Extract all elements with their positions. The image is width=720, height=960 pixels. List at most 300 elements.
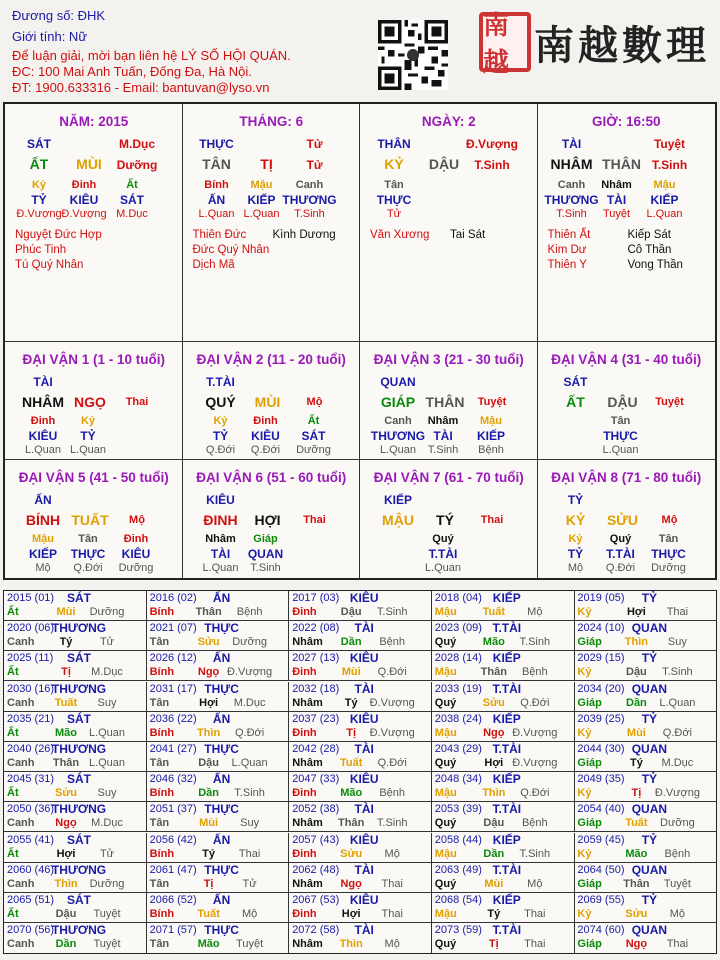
year-stage: Tuyệt bbox=[663, 877, 691, 890]
year-stem: Giáp bbox=[577, 877, 602, 890]
year-branch: Sửu bbox=[54, 787, 78, 800]
hidden-stem: Tân bbox=[610, 415, 631, 427]
branch-stage: T.Sinh bbox=[651, 158, 688, 172]
hidden-stage: Tử bbox=[386, 208, 402, 220]
year-label: 2031 (17) bbox=[149, 682, 197, 695]
stem-god: ẤN bbox=[34, 493, 52, 507]
year-branch: Dần bbox=[340, 636, 362, 649]
star-good: Thiên Đức bbox=[192, 229, 247, 241]
year-label: 2067 (53) bbox=[292, 894, 340, 906]
year-stem: Ất bbox=[7, 666, 19, 679]
year-branch: Tý bbox=[629, 757, 643, 769]
dai-van-5 bbox=[5, 460, 183, 578]
year-label: 2019 (05) bbox=[577, 592, 625, 604]
year-stem: Bính bbox=[149, 847, 175, 860]
year-label: 2035 (21) bbox=[7, 712, 55, 725]
hidden-stage: M.Dục bbox=[116, 208, 148, 220]
year-label: 2051 (37) bbox=[149, 803, 197, 816]
year-branch: Tuất bbox=[339, 757, 363, 769]
hidden-stage: Đ.Vượng bbox=[61, 208, 107, 220]
header bbox=[0, 0, 720, 100]
hidden-stem: Kỷ bbox=[31, 179, 47, 191]
hidden-god: TÀI bbox=[210, 547, 231, 561]
year-god: KIÊU bbox=[349, 772, 379, 787]
year-cell bbox=[574, 591, 717, 621]
year-cell bbox=[4, 802, 147, 832]
year-cell bbox=[574, 742, 717, 772]
year-branch: Hợi bbox=[341, 908, 361, 920]
year-cell bbox=[4, 712, 147, 742]
year-label: 2039 (25) bbox=[577, 712, 625, 725]
year-stage: T.Sinh bbox=[234, 787, 265, 800]
year-god: THỰC bbox=[204, 681, 239, 696]
year-branch: Thân bbox=[195, 606, 222, 618]
year-god: QUAN bbox=[631, 862, 668, 877]
dai-van-7 bbox=[360, 460, 538, 578]
year-stem: Đinh bbox=[292, 666, 317, 679]
hidden-stem: Tân bbox=[658, 533, 679, 545]
year-stem: Đinh bbox=[292, 726, 317, 739]
year-label: 2059 (45) bbox=[577, 833, 625, 846]
year-label: 2046 (32) bbox=[149, 773, 197, 786]
hidden-god: SÁT bbox=[301, 429, 326, 443]
year-branch: Dậu bbox=[626, 666, 647, 679]
year-stem: Kỷ bbox=[577, 606, 592, 618]
hidden-stem: Canh bbox=[295, 179, 324, 191]
year-stem: Quý bbox=[434, 696, 457, 709]
hidden-god: TÀI bbox=[606, 193, 627, 207]
year-label: 2026 (12) bbox=[149, 652, 197, 665]
hidden-god: THƯƠNG bbox=[370, 429, 426, 443]
stem-god: T.TÀI bbox=[206, 375, 235, 389]
year-label: 2072 (58) bbox=[292, 924, 340, 937]
year-branch: Tuất bbox=[197, 908, 220, 920]
star-bad: Kình Dương bbox=[272, 229, 336, 241]
year-god: TỶ bbox=[641, 772, 658, 787]
hidden-stage: T.Sinh bbox=[294, 208, 325, 220]
stem-stage: M.Dục bbox=[119, 137, 155, 151]
year-cell bbox=[289, 682, 432, 712]
branch-stage: Thai bbox=[125, 396, 149, 408]
year-branch: Hợi bbox=[199, 696, 219, 709]
year-cell bbox=[574, 682, 717, 712]
dai-van-title: ĐẠI VẬN 4 (31 - 40 tuổi) bbox=[551, 352, 702, 367]
year-stage: Thai bbox=[524, 908, 546, 920]
year-stage: Bệnh bbox=[379, 636, 406, 649]
hidden-god: KIẾP bbox=[476, 429, 506, 443]
dai-van-title: ĐẠI VẬN 8 (71 - 80 tuổi) bbox=[551, 470, 702, 485]
year-stage: Tuyệt bbox=[93, 938, 121, 951]
branch-stage: Dưỡng bbox=[116, 158, 158, 172]
year-label: 2020 (06) bbox=[7, 622, 55, 635]
year-stage: Thai bbox=[666, 606, 689, 618]
star-good: Tú Quý Nhân bbox=[15, 259, 84, 271]
hidden-stem: Đinh bbox=[253, 415, 278, 427]
branch-stage: Tử bbox=[306, 158, 323, 172]
hidden-stage: Đ.Vượng bbox=[16, 208, 62, 220]
year-stem: Giáp bbox=[577, 817, 602, 830]
year-god: T.TÀI bbox=[492, 621, 522, 636]
hidden-stem: Tân bbox=[78, 533, 98, 545]
year-label: 2037 (23) bbox=[292, 712, 340, 725]
star-good: Kim Dư bbox=[547, 244, 587, 256]
year-branch: Thìn bbox=[482, 787, 506, 800]
year-stem: Mậu bbox=[434, 726, 457, 739]
year-cell bbox=[574, 772, 717, 802]
year-branch: Ngọ bbox=[55, 817, 77, 830]
hidden-stage: L.Quan bbox=[69, 444, 107, 456]
year-label: 2017 (03) bbox=[292, 592, 340, 604]
year-stem: Đinh bbox=[292, 908, 317, 920]
year-god: THỰC bbox=[204, 862, 239, 877]
year-cell bbox=[574, 863, 717, 893]
year-stem: Nhâm bbox=[292, 877, 323, 890]
year-branch: Mão bbox=[197, 938, 220, 951]
hidden-stage: L.Quan bbox=[424, 562, 462, 574]
year-cell bbox=[4, 923, 147, 953]
year-god: ẤN bbox=[212, 651, 231, 666]
year-stage: Q.Đới bbox=[377, 666, 407, 679]
heavenly-stem: ẤT bbox=[29, 156, 49, 172]
branch-stage: Mộ bbox=[129, 514, 145, 526]
hidden-stage: T.Sinh bbox=[556, 208, 587, 220]
star-bad: Tai Sát bbox=[450, 229, 486, 241]
year-god: KIÊU bbox=[349, 651, 379, 666]
year-cell bbox=[574, 621, 717, 651]
hidden-god: T.TÀI bbox=[428, 547, 458, 561]
year-label: 2034 (20) bbox=[577, 682, 625, 695]
year-god: T.TÀI bbox=[492, 742, 522, 756]
heavenly-stem: ĐINH bbox=[203, 512, 238, 528]
year-cell bbox=[4, 682, 147, 712]
hidden-stem: Quý bbox=[609, 533, 632, 545]
year-cell bbox=[574, 833, 717, 863]
year-god: THỰC bbox=[204, 923, 239, 938]
year-stage: Bệnh bbox=[521, 666, 548, 679]
year-branch: Tuất bbox=[482, 606, 505, 618]
hidden-god: ẤN bbox=[207, 193, 226, 207]
year-branch: Tị bbox=[631, 787, 642, 800]
year-label: 2047 (33) bbox=[292, 773, 340, 786]
year-branch: Tị bbox=[61, 666, 71, 679]
year-cell bbox=[147, 772, 290, 802]
year-god: KIẾP bbox=[492, 711, 521, 726]
year-branch: Thân bbox=[480, 666, 507, 679]
year-cell bbox=[4, 772, 147, 802]
year-label: 2029 (15) bbox=[577, 652, 625, 665]
pillar-title: GIỜ: 16:50 bbox=[591, 114, 661, 129]
year-stage: Đ.Vượng bbox=[227, 666, 273, 679]
year-stage: Dưỡng bbox=[232, 636, 267, 649]
stem-god: TÀI bbox=[561, 137, 582, 151]
year-cell bbox=[432, 742, 575, 772]
year-god: THƯƠNG bbox=[51, 862, 107, 877]
year-stem: Canh bbox=[7, 636, 35, 649]
year-branch: Tị bbox=[203, 877, 214, 890]
year-stem: Tân bbox=[149, 757, 170, 769]
year-branch: Dần bbox=[198, 787, 219, 800]
year-stage: L.Quan bbox=[659, 696, 696, 709]
dai-van-6 bbox=[183, 460, 361, 578]
year-stage: Q.Đới bbox=[377, 757, 407, 769]
year-label: 2022 (08) bbox=[292, 622, 340, 635]
earthly-branch: HỢI bbox=[254, 512, 281, 528]
hidden-stem: Đinh bbox=[123, 533, 149, 545]
year-stem: Bính bbox=[149, 666, 175, 679]
year-stage: L.Quan bbox=[88, 757, 126, 769]
year-cell bbox=[4, 863, 147, 893]
year-god: KIÊU bbox=[349, 711, 379, 726]
star-good: Dịch Mã bbox=[192, 259, 235, 271]
year-god: TÀI bbox=[354, 681, 374, 696]
hidden-stem: Nhâm bbox=[205, 533, 236, 545]
stem-god: SÁT bbox=[27, 137, 51, 151]
heavenly-stem: QUÝ bbox=[205, 394, 236, 410]
year-cell bbox=[4, 893, 147, 923]
heavenly-stem: NHÂM bbox=[550, 156, 593, 172]
year-branch: Dần bbox=[55, 938, 77, 951]
heavenly-stem: BÍNH bbox=[25, 512, 61, 528]
year-stem: Đinh bbox=[292, 847, 317, 860]
hidden-god: THỰC bbox=[603, 429, 638, 443]
year-stage: T.Sinh bbox=[519, 847, 551, 860]
branch-stage: Thai bbox=[480, 514, 504, 526]
year-stage: Đ.Vượng bbox=[369, 726, 415, 739]
year-branch: Tị bbox=[346, 726, 357, 739]
hidden-stage: T.Sinh bbox=[427, 444, 459, 456]
hidden-god: TỶ bbox=[212, 429, 229, 443]
year-cell bbox=[289, 802, 432, 832]
year-branch: Mùi bbox=[341, 666, 361, 679]
phone-email-line: ĐT: 1900.633316 - Email: bantuvan@lyso.vn bbox=[12, 80, 270, 95]
year-stage: Q.Đới bbox=[662, 726, 692, 739]
dai-van-title: ĐẠI VẬN 7 (61 - 70 tuổi) bbox=[373, 470, 524, 485]
year-god: ẤN bbox=[212, 591, 231, 605]
year-god: KIẾP bbox=[492, 591, 521, 605]
year-god: THỰC bbox=[204, 621, 239, 636]
year-god: T.TÀI bbox=[492, 923, 522, 938]
year-stem: Mậu bbox=[434, 606, 457, 618]
hidden-stem: Nhâm bbox=[601, 179, 632, 191]
hidden-stage: Mộ bbox=[35, 562, 51, 574]
hidden-god: QUAN bbox=[247, 547, 284, 561]
year-branch: Ngọ bbox=[340, 877, 362, 890]
year-cell bbox=[289, 621, 432, 651]
year-stem: Kỷ bbox=[577, 666, 592, 679]
year-god: QUAN bbox=[631, 802, 668, 817]
year-god: KIẾP bbox=[492, 772, 521, 787]
dai-van-8 bbox=[538, 460, 716, 578]
pillar-1 bbox=[5, 104, 183, 342]
year-god: T.TÀI bbox=[492, 862, 522, 877]
year-stem: Mậu bbox=[434, 666, 457, 679]
year-branch: Thìn bbox=[624, 636, 648, 649]
hidden-god: KIÊU bbox=[28, 429, 58, 443]
year-branch: Mão bbox=[340, 787, 363, 800]
year-label: 2045 (31) bbox=[7, 773, 55, 786]
branch-stage: Thai bbox=[303, 514, 326, 526]
branch-stage: Tuyệt bbox=[655, 396, 684, 408]
hidden-stage: Dưỡng bbox=[296, 444, 331, 456]
year-god: TÀI bbox=[354, 802, 374, 817]
address-line: ĐC: 100 Mai Anh Tuấn, Đống Đa, Hà Nội. bbox=[12, 64, 252, 79]
hidden-stage: L.Quan bbox=[379, 444, 417, 456]
year-label: 2027 (13) bbox=[292, 652, 340, 665]
year-branch: Tý bbox=[202, 847, 216, 860]
year-stage: Suy bbox=[667, 636, 687, 649]
pillar-title: THÁNG: 6 bbox=[239, 114, 304, 129]
year-cell bbox=[432, 772, 575, 802]
year-label: 2016 (02) bbox=[149, 592, 197, 604]
gender: Giới tính: Nữ bbox=[12, 29, 88, 44]
year-stem: Ất bbox=[7, 908, 19, 920]
hidden-stem: Ất bbox=[307, 415, 320, 427]
year-branch: Mão bbox=[625, 847, 648, 860]
year-god: T.TÀI bbox=[492, 681, 522, 696]
heavenly-stem: NHÂM bbox=[22, 394, 64, 410]
year-label: 2015 (01) bbox=[7, 592, 55, 604]
year-label: 2033 (19) bbox=[434, 682, 482, 695]
year-stage: Dưỡng bbox=[660, 817, 695, 830]
year-cell bbox=[4, 591, 147, 621]
year-stem: Giáp bbox=[577, 938, 602, 951]
stem-god: THÂN bbox=[377, 137, 411, 151]
year-cell bbox=[432, 893, 575, 923]
year-label: 2028 (14) bbox=[434, 652, 482, 665]
year-stage: Tử bbox=[242, 877, 257, 890]
heavenly-stem: KỶ bbox=[565, 512, 586, 528]
star-bad: Cô Thần bbox=[627, 244, 672, 256]
year-branch: Tý bbox=[487, 908, 501, 920]
earthly-branch: DẬU bbox=[607, 394, 638, 410]
year-cell bbox=[147, 742, 290, 772]
year-stem: Giáp bbox=[577, 757, 602, 769]
year-stem: Tân bbox=[149, 817, 170, 830]
star-good: Nguyệt Đức Hợp bbox=[15, 229, 102, 241]
hidden-stem: Mậu bbox=[32, 533, 54, 545]
hidden-stem: Canh bbox=[557, 179, 586, 191]
year-god: SÁT bbox=[67, 711, 91, 726]
star-bad: Vong Thần bbox=[627, 259, 683, 271]
red-seal-stamp: 南越 bbox=[479, 12, 531, 72]
hidden-stem: Kỷ bbox=[213, 415, 228, 427]
year-god: ẤN bbox=[212, 893, 231, 907]
year-god: ẤN bbox=[212, 711, 231, 726]
year-god: QUAN bbox=[631, 681, 668, 696]
year-label: 2050 (36) bbox=[7, 803, 55, 816]
hidden-god: THỰC bbox=[376, 193, 412, 207]
year-stage: Tử bbox=[99, 847, 115, 860]
year-stage: Suy bbox=[97, 696, 117, 709]
year-stem: Mậu bbox=[434, 908, 457, 920]
dai-van-title: ĐẠI VẬN 6 (51 - 60 tuổi) bbox=[196, 470, 347, 485]
year-stem: Tân bbox=[149, 938, 170, 951]
stem-stage: Tuyệt bbox=[653, 137, 686, 151]
year-cell bbox=[432, 621, 575, 651]
hidden-stage: Dưỡng bbox=[118, 562, 154, 574]
year-branch: Mão bbox=[482, 636, 505, 649]
hidden-stem: Giáp bbox=[253, 533, 278, 545]
year-branch: Dần bbox=[483, 847, 505, 860]
hidden-god: KIÊU bbox=[69, 193, 99, 207]
year-cell bbox=[432, 802, 575, 832]
year-stem: Canh bbox=[7, 877, 35, 890]
year-stem: Giáp bbox=[577, 696, 602, 709]
year-stage: T.Sinh bbox=[519, 636, 551, 649]
four-pillars-chart bbox=[3, 102, 717, 580]
year-branch: Dần bbox=[626, 696, 647, 709]
hidden-stem: Đinh bbox=[71, 179, 97, 191]
year-stage: Mộ bbox=[527, 606, 543, 618]
earthly-branch: MÙI bbox=[76, 156, 102, 172]
year-god: TÀI bbox=[354, 862, 374, 877]
year-god: QUAN bbox=[631, 742, 668, 756]
star-good: Phúc Tinh bbox=[15, 244, 67, 256]
year-label: 2054 (40) bbox=[577, 803, 625, 816]
year-branch: Dậu bbox=[55, 908, 77, 920]
year-god: KIẾP bbox=[492, 832, 521, 847]
year-label: 2066 (52) bbox=[149, 894, 197, 906]
year-cell bbox=[289, 833, 432, 863]
earthly-branch: THÂN bbox=[425, 394, 465, 410]
dai-van-title: ĐẠI VẬN 1 (1 - 10 tuổi) bbox=[22, 352, 166, 367]
year-stage: Đ.Vượng bbox=[654, 787, 700, 800]
brand-logo-text: 南越數理 bbox=[534, 22, 710, 69]
year-branch: Ngọ bbox=[483, 726, 505, 739]
year-cell bbox=[432, 863, 575, 893]
hidden-stage: L.Quan bbox=[198, 208, 235, 220]
year-cell bbox=[4, 651, 147, 681]
year-stage: T.Sinh bbox=[662, 666, 693, 679]
year-stage: M.Dục bbox=[233, 696, 266, 709]
year-god: SÁT bbox=[67, 832, 91, 847]
year-cell bbox=[147, 591, 290, 621]
year-stem: Kỷ bbox=[577, 787, 592, 800]
hidden-stage: Tuyệt bbox=[602, 208, 631, 220]
hidden-stage: Q.Đới bbox=[250, 444, 281, 456]
year-cell bbox=[147, 651, 290, 681]
year-god: SÁT bbox=[67, 893, 91, 907]
year-god: TÀI bbox=[354, 923, 374, 938]
year-god: SÁT bbox=[67, 772, 91, 787]
year-stem: Ất bbox=[7, 726, 19, 739]
year-god: QUAN bbox=[631, 923, 668, 938]
year-stage: M.Dục bbox=[91, 817, 123, 830]
year-branch: Tý bbox=[344, 696, 358, 709]
year-god: THƯƠNG bbox=[51, 923, 107, 938]
hidden-god: TÀI bbox=[433, 429, 453, 443]
year-stage: Suy bbox=[97, 787, 117, 800]
year-god: THƯƠNG bbox=[51, 802, 107, 817]
year-stem: Canh bbox=[7, 696, 35, 709]
year-branch: Tuất bbox=[625, 817, 648, 830]
year-stage: Tuyệt bbox=[236, 938, 264, 951]
year-god: THƯƠNG bbox=[51, 681, 107, 696]
dai-van-2 bbox=[183, 342, 361, 460]
year-stem: Bính bbox=[149, 606, 175, 618]
hidden-god: THỰC bbox=[651, 547, 686, 561]
pillar-title: NGÀY: 2 bbox=[421, 114, 476, 129]
year-stem: Kỷ bbox=[577, 726, 592, 739]
year-label: 2073 (59) bbox=[434, 924, 482, 937]
year-cell bbox=[289, 591, 432, 621]
year-label: 2024 (10) bbox=[577, 622, 625, 635]
year-stage: Đ.Vượng bbox=[512, 726, 558, 739]
heavenly-stem: GIÁP bbox=[380, 394, 416, 410]
year-cell bbox=[147, 923, 290, 953]
year-cell bbox=[4, 833, 147, 863]
year-branch: Tuất bbox=[54, 696, 78, 709]
